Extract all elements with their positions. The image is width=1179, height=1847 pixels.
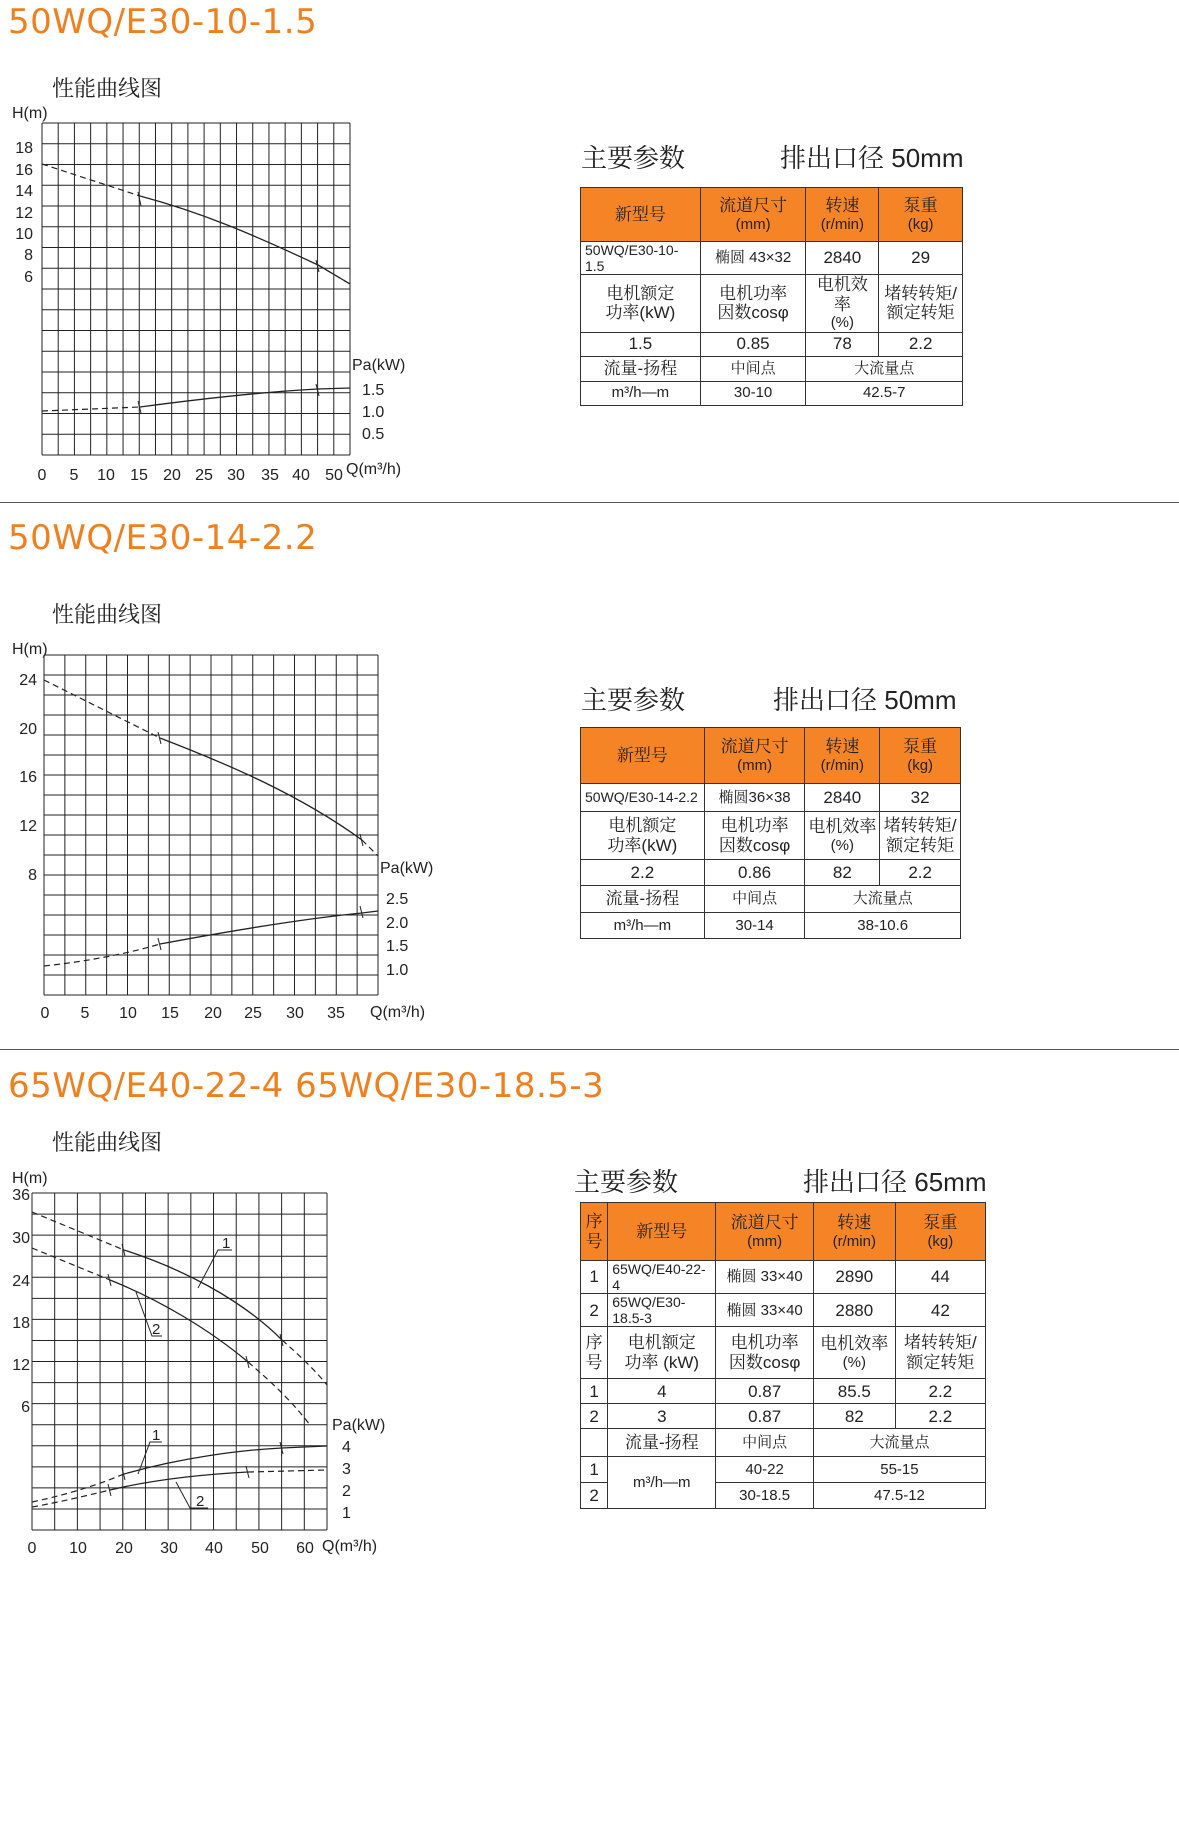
p-tick-label: 3 (342, 1461, 351, 1478)
header-channel: 流道尺寸 (mm) (700, 188, 806, 242)
params-title: 主要参数 (581, 143, 686, 173)
q-tick-label: 5 (69, 467, 79, 484)
h-tick-label: 8 (28, 867, 37, 884)
curve-label: 性能曲线图 (52, 602, 163, 627)
cell-speed: 2890 (813, 1261, 895, 1294)
curve-label-1: 1 (152, 1427, 161, 1444)
h-tick-label: 8 (24, 247, 33, 264)
cell-channel: 椭圆 33×40 (716, 1294, 814, 1327)
q-axis-label: Q(m³/h) (370, 1004, 426, 1021)
q-tick-label: 20 (115, 1540, 133, 1557)
params-table-3 (580, 1202, 986, 1509)
header-eff: 电机效率 (%) (806, 275, 879, 332)
header-torque: 堵转转矩/ 额定转矩 (895, 1327, 985, 1379)
q-tick-label: 10 (119, 1005, 137, 1022)
h-tick-label: 20 (19, 721, 37, 738)
h-tick-label: 18 (12, 1315, 30, 1332)
flow-max: 42.5-7 (806, 381, 963, 405)
flow-max: 38-10.6 (805, 913, 961, 939)
q-axis-label: Q(m³/h) (346, 461, 402, 478)
cell-power: 1.5 (581, 332, 701, 356)
flow-label: 流量-扬程 (581, 356, 701, 381)
h-axis-label: H(m) (12, 105, 48, 122)
cell-model: 65WQ/E30-18.5-3 (608, 1294, 716, 1327)
cell-channel: 椭圆36×38 (704, 784, 805, 812)
cell-cos: 0.87 (716, 1404, 814, 1429)
flow-max-label: 大流量点 (805, 886, 961, 913)
h-tick-label: 10 (15, 226, 33, 243)
header-cos: 电机功率 因数cosφ (700, 275, 806, 332)
cell-power: 2.2 (581, 860, 705, 886)
q-tick-label: 0 (40, 1005, 50, 1022)
cell-weight: 42 (895, 1294, 985, 1327)
params-title: 主要参数 (581, 685, 686, 715)
header-speed: 转速 (r/min) (806, 188, 879, 242)
h-tick-label: 14 (15, 183, 33, 200)
header-torque: 堵转转矩/ 额定转矩 (879, 275, 963, 332)
cell-torque: 2.2 (895, 1379, 985, 1404)
flow-mid: 40-22 (716, 1457, 814, 1483)
h-axis-label: H(m) (12, 1170, 48, 1187)
flow-max: 47.5-12 (813, 1483, 985, 1509)
q-tick-label: 30 (286, 1005, 304, 1022)
p-tick-label: 1.0 (362, 404, 385, 421)
params-title: 主要参数 (574, 1167, 679, 1197)
flow-mid: 30-10 (700, 381, 806, 405)
header-speed: 转速 (r/min) (813, 1203, 895, 1261)
header-model: 新型号 (608, 1203, 716, 1261)
cell-weight: 44 (895, 1261, 985, 1294)
outlet-label: 排出口径 65mm (803, 1167, 987, 1197)
cell-power: 3 (608, 1404, 716, 1429)
cell-seq: 2 (581, 1294, 608, 1327)
h-tick-label: 16 (19, 769, 37, 786)
cell-weight: 29 (879, 242, 963, 275)
cell-cos: 0.86 (704, 860, 805, 886)
h-tick-label: 12 (12, 1357, 30, 1374)
flow-mid-label: 中间点 (700, 356, 806, 381)
outlet-label: 排出口径 50mm (773, 685, 957, 715)
h-tick-label: 6 (21, 1399, 30, 1416)
cell-weight: 32 (880, 784, 961, 812)
p-tick-label: 1.0 (386, 962, 409, 979)
curve-label-2: 2 (196, 1493, 205, 1510)
h-tick-label: 16 (15, 162, 33, 179)
flow-label: 流量-扬程 (581, 886, 705, 913)
p-axis-label: Pa(kW) (352, 357, 406, 374)
cell-seq: 1 (581, 1457, 608, 1483)
cell-model: 50WQ/E30-14-2.2 (581, 784, 705, 812)
params-table-2 (580, 727, 961, 939)
q-tick-label: 0 (27, 1540, 37, 1557)
p-tick-label: 1 (342, 1505, 351, 1522)
cell-torque: 2.2 (879, 332, 963, 356)
q-tick-label: 50 (325, 467, 343, 484)
p-tick-label: 4 (342, 1439, 351, 1456)
header-power: 电机额定 功率(kW) (581, 812, 705, 860)
q-tick-label: 30 (227, 467, 245, 484)
cell-eff: 82 (813, 1404, 895, 1429)
cell-eff: 82 (805, 860, 880, 886)
cell-torque: 2.2 (880, 860, 961, 886)
cell-seq: 2 (581, 1483, 608, 1509)
p-axis-label: Pa(kW) (332, 1417, 386, 1434)
header-power: 电机额定 功率 (kW) (608, 1327, 716, 1379)
q-tick-label: 0 (37, 467, 47, 484)
performance-chart-3 (0, 0, 480, 1847)
flow-max: 55-15 (813, 1457, 985, 1483)
p-tick-label: 2.0 (386, 915, 409, 932)
q-tick-label: 10 (69, 1540, 87, 1557)
cell-seq: 1 (581, 1261, 608, 1294)
power-curve-1 (124, 1446, 327, 1474)
h-tick-label: 24 (12, 1273, 30, 1290)
cell-seq: 2 (581, 1404, 608, 1429)
p-tick-label: 0.5 (362, 426, 385, 443)
header-weight: 泵重 (kg) (879, 188, 963, 242)
cell-channel: 椭圆 33×40 (716, 1261, 814, 1294)
leader-lines (136, 1250, 232, 1508)
p-tick-label: 1.5 (362, 382, 385, 399)
header-cos: 电机功率 因数cosφ (716, 1327, 814, 1379)
q-tick-label: 50 (251, 1540, 269, 1557)
q-tick-label: 40 (205, 1540, 223, 1557)
header-power: 电机额定 功率(kW) (581, 275, 701, 332)
q-tick-label: 15 (161, 1005, 179, 1022)
q-tick-label: 60 (296, 1540, 314, 1557)
cell-model: 65WQ/E40-22-4 (608, 1261, 716, 1294)
head-curve-2-dashed (32, 1248, 310, 1425)
q-tick-label: 20 (204, 1005, 222, 1022)
q-tick-label: 20 (163, 467, 181, 484)
cell-torque: 2.2 (895, 1404, 985, 1429)
q-tick-label: 30 (160, 1540, 178, 1557)
h-tick-label: 12 (15, 205, 33, 222)
cell-cos: 0.85 (700, 332, 806, 356)
flow-mid: 30-14 (704, 913, 805, 939)
q-tick-label: 25 (195, 467, 213, 484)
q-tick-label: 35 (261, 467, 279, 484)
h-tick-label: 24 (19, 672, 37, 689)
header-weight: 泵重 (kg) (880, 728, 961, 784)
q-tick-label: 5 (80, 1005, 90, 1022)
header-channel: 流道尺寸 (mm) (704, 728, 805, 784)
header-speed: 转速 (r/min) (805, 728, 880, 784)
h-tick-label: 18 (15, 140, 33, 157)
h-tick-label: 36 (12, 1187, 30, 1204)
q-tick-label: 40 (292, 467, 310, 484)
flow-mid: 30-18.5 (716, 1483, 814, 1509)
cell-cos: 0.87 (716, 1379, 814, 1404)
flow-max-label: 大流量点 (806, 356, 963, 381)
q-tick-label: 15 (130, 467, 148, 484)
header-cos: 电机功率 因数cosφ (704, 812, 805, 860)
header-seq: 序号 (581, 1203, 608, 1261)
header-model: 新型号 (581, 188, 701, 242)
q-tick-label: 35 (327, 1005, 345, 1022)
flow-max-label: 大流量点 (813, 1429, 985, 1457)
cell-power: 4 (608, 1379, 716, 1404)
cell-seq: 1 (581, 1379, 608, 1404)
head-curve-1 (124, 1250, 282, 1340)
cell-speed: 2840 (806, 242, 879, 275)
cell-channel: 椭圆 43×32 (700, 242, 806, 275)
header-seq: 序号 (581, 1327, 608, 1379)
header-channel: 流道尺寸 (mm) (716, 1203, 814, 1261)
header-torque: 堵转转矩/ 额定转矩 (880, 812, 961, 860)
p-tick-label: 1.5 (386, 938, 409, 955)
q-axis-label: Q(m³/h) (322, 1538, 378, 1555)
curve-label-2: 2 (152, 1321, 161, 1338)
cell-speed: 2880 (813, 1294, 895, 1327)
model-title: 50WQ/E30-14-2.2 (8, 518, 318, 558)
flow-mid-label: 中间点 (704, 886, 805, 913)
curve-label-1: 1 (222, 1235, 231, 1252)
q-tick-label: 10 (97, 467, 115, 484)
p-axis-label: Pa(kW) (380, 860, 434, 877)
cell-eff: 78 (806, 332, 879, 356)
cell-eff: 85.5 (813, 1379, 895, 1404)
h-tick-label: 12 (19, 818, 37, 835)
curve-label: 性能曲线图 (52, 1130, 163, 1155)
flow-unit: m³/h—m (608, 1457, 716, 1509)
header-model: 新型号 (581, 728, 705, 784)
outlet-label: 排出口径 50mm (780, 143, 964, 173)
flow-unit: m³/h—m (581, 381, 701, 405)
curve-label: 性能曲线图 (52, 76, 163, 101)
model-title: 65WQ/E40-22-4 65WQ/E30-18.5-3 (8, 1066, 605, 1106)
p-tick-label: 2 (342, 1483, 351, 1500)
header-eff: 电机效率 (%) (805, 812, 880, 860)
header-eff: 电机效率 (%) (813, 1327, 895, 1379)
h-tick-label: 30 (12, 1230, 30, 1247)
h-tick-label: 6 (24, 269, 33, 286)
p-tick-label: 2.5 (386, 891, 409, 908)
cell-model: 50WQ/E30-10-1.5 (581, 242, 701, 275)
flow-label: 流量-扬程 (608, 1429, 716, 1457)
q-tick-label: 25 (244, 1005, 262, 1022)
head-curve-2 (110, 1280, 248, 1362)
header-weight: 泵重 (kg) (895, 1203, 985, 1261)
model-title: 50WQ/E30-10-1.5 (8, 2, 318, 42)
cell-speed: 2840 (805, 784, 880, 812)
flow-unit: m³/h—m (581, 913, 705, 939)
h-axis-label: H(m) (12, 641, 48, 658)
flow-mid-label: 中间点 (716, 1429, 814, 1457)
params-table-1 (580, 187, 963, 406)
